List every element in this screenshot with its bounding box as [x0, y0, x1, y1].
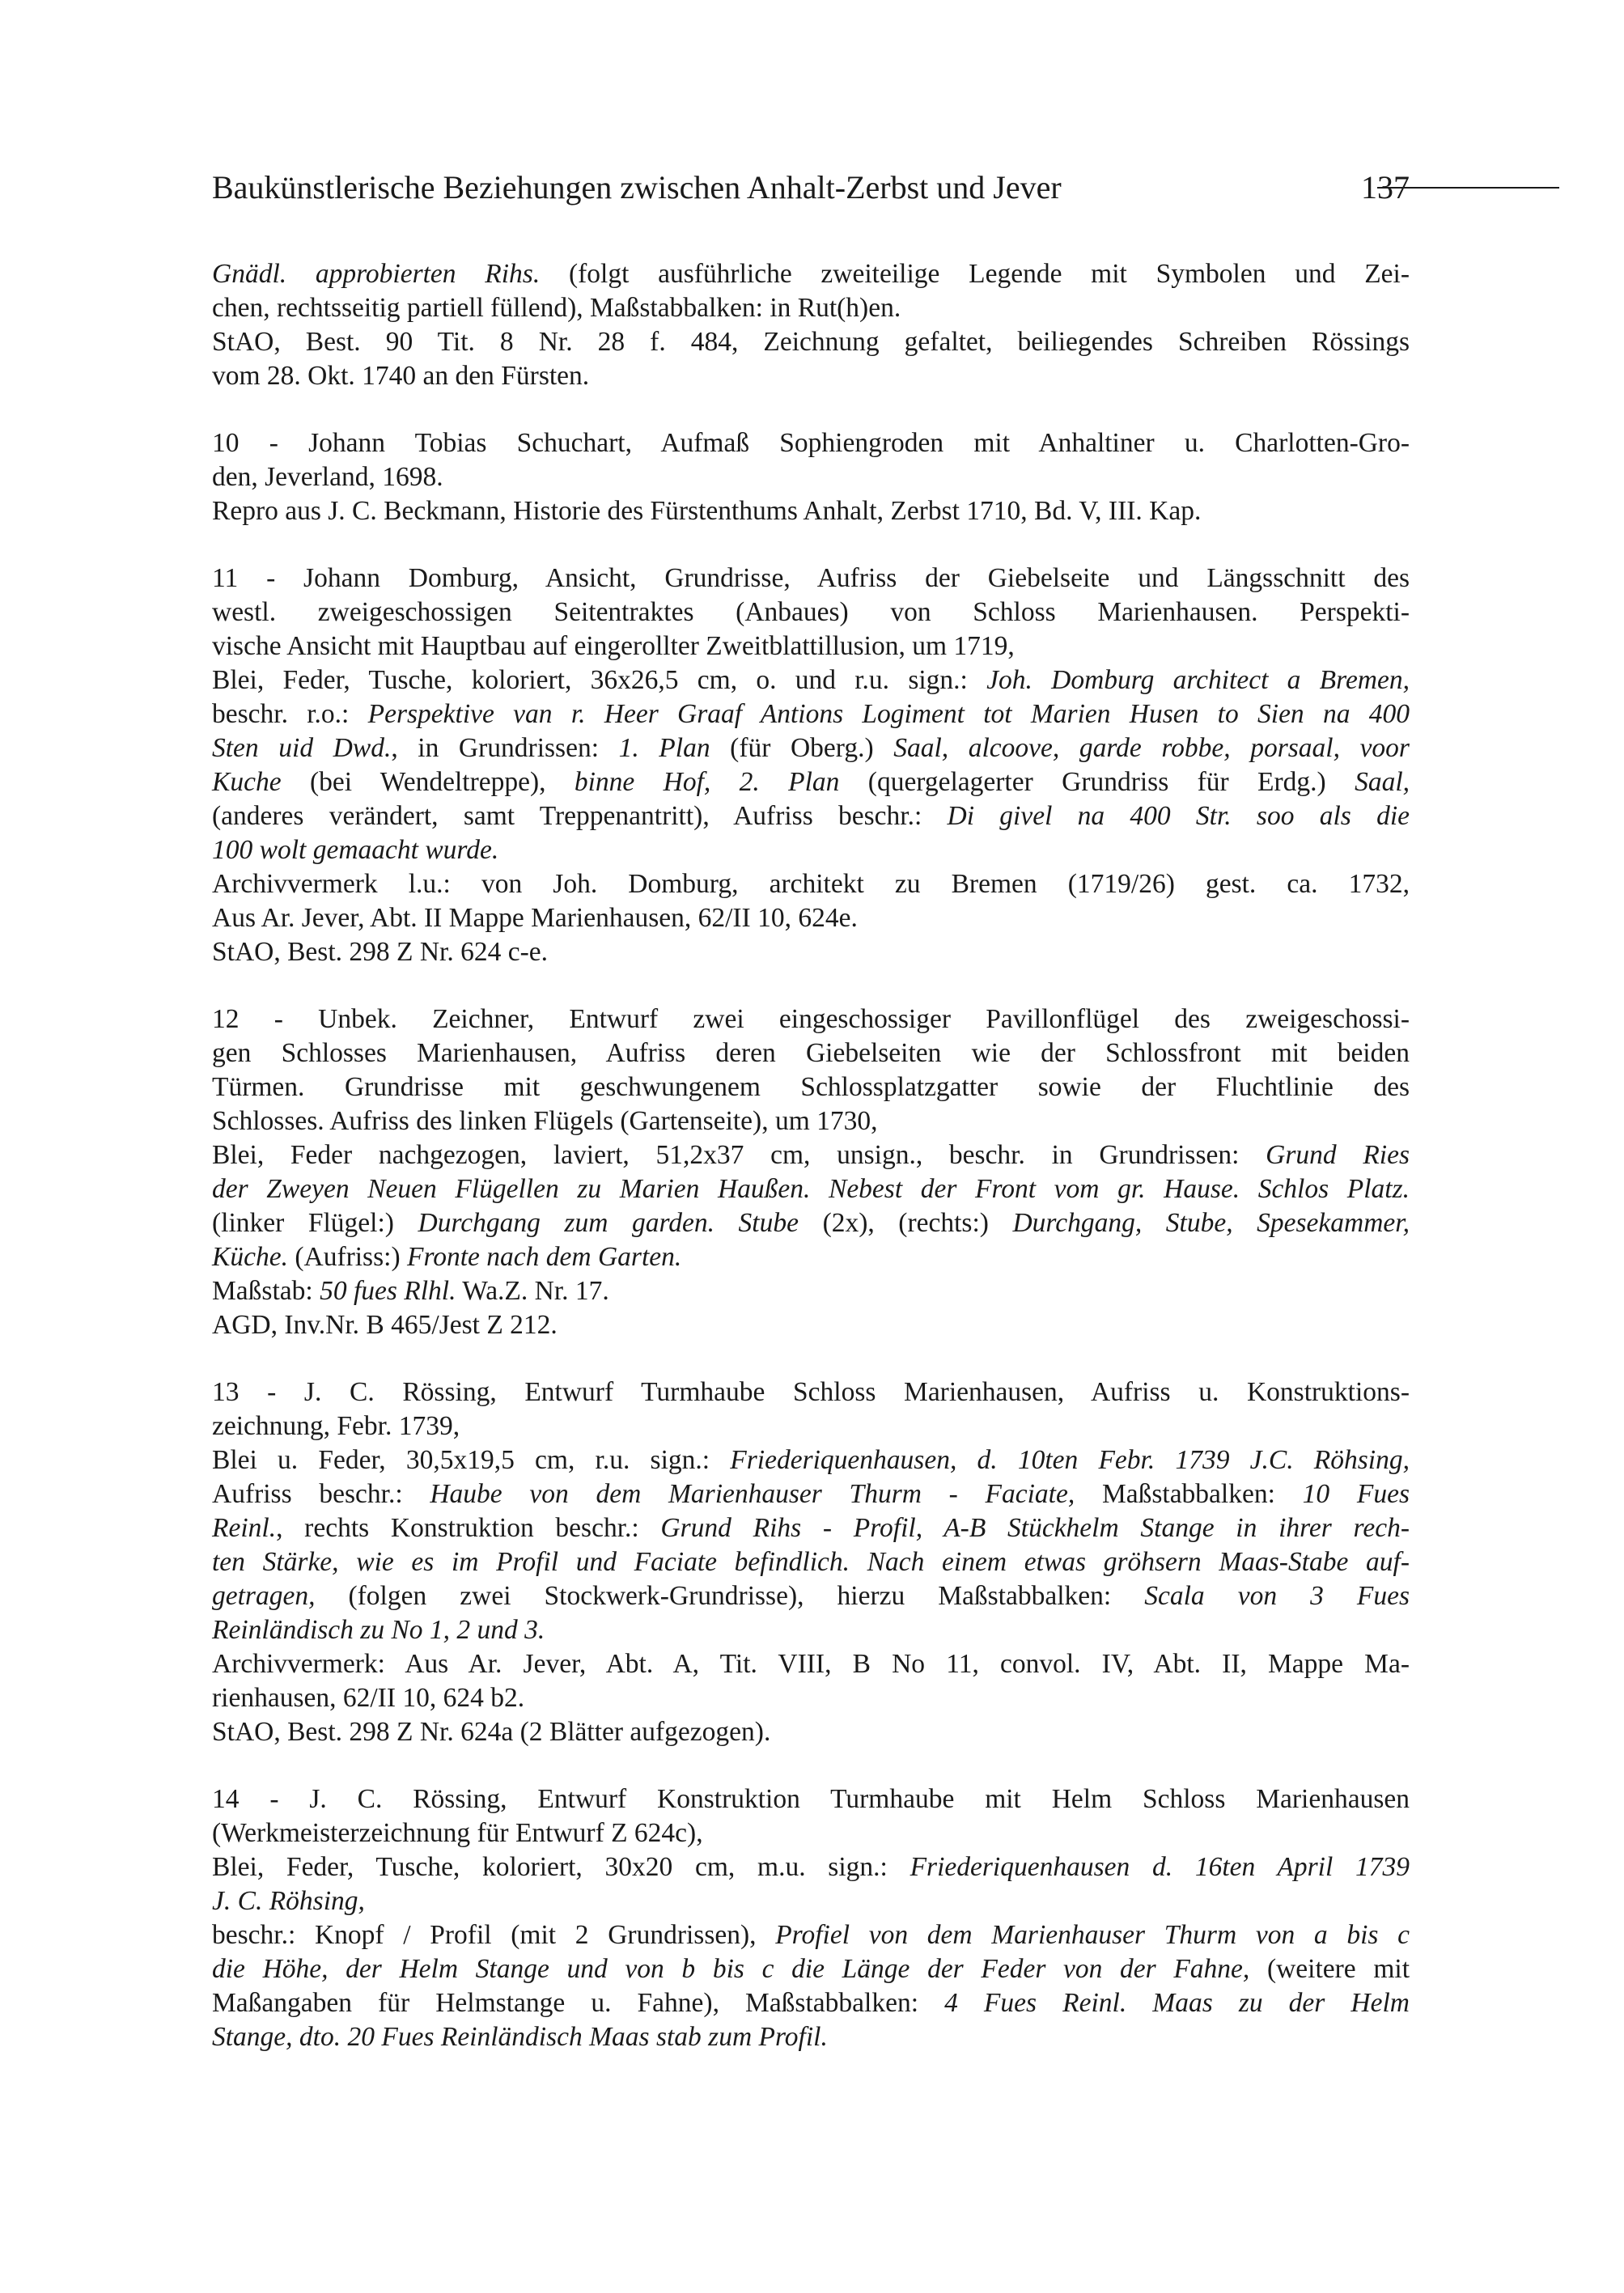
- text-run: 11 - Johann Domburg, Ansicht, Grundrisse, Aufriss der Giebelseite und Längsschnitt des: [212, 563, 1410, 593]
- text-line: [212, 629, 1410, 663]
- italic-quote: Durchgang zum garden. Stube: [418, 1208, 799, 1238]
- text-run: (linker Flügel:): [212, 1208, 418, 1238]
- text-run: (2x), (rechts:): [799, 1208, 1013, 1238]
- italic-quote: 50 fues Rlhl.: [320, 1276, 456, 1306]
- text-run: , rechts Konstruktion beschr.:: [276, 1513, 661, 1543]
- text-run: Maßstabbalken:: [1075, 1479, 1303, 1509]
- text-line: [212, 1375, 1410, 1409]
- text-line: [212, 1647, 1410, 1681]
- text-line: [212, 1070, 1410, 1104]
- text-run: Aufriss beschr.:: [212, 1479, 430, 1509]
- text-run: AGD, Inv.Nr. B 465/Jest Z 212.: [212, 1310, 558, 1340]
- text-line: [212, 1884, 1410, 1918]
- italic-quote: Profiel von dem Marienhauser Thurm von a bis c: [775, 1920, 1410, 1950]
- text-line: [212, 833, 1410, 867]
- text-line: [212, 1104, 1410, 1138]
- text-line: [212, 1681, 1410, 1715]
- catalog-entry: [212, 562, 1410, 969]
- text-run: gen Schlosses Marienhausen, Aufriss deren Giebelseiten wie der Schlossfront mit beiden: [212, 1038, 1410, 1068]
- text-line: [212, 1036, 1410, 1070]
- italic-quote: Perspektive van r. Heer Graaf Antions Logiment tot Marien Husen to Sien na 400: [367, 699, 1410, 729]
- text-run: Maßstab:: [212, 1276, 320, 1306]
- text-run: 14 - J. C. Rössing, Entwurf Konstruktion Turmhaube mit Helm Schloss Marienhausen: [212, 1784, 1410, 1814]
- italic-quote: Joh. Domburg architect a Bremen,: [986, 665, 1410, 695]
- text-run: (Aufriss:): [287, 1242, 407, 1272]
- text-run: (bei Wendeltreppe),: [281, 767, 575, 797]
- italic-quote: Reinländisch zu No 1, 2 und 3.: [212, 1615, 545, 1645]
- text-run: (folgt ausführliche zweiteilige Legende mit Symbolen und Zei-: [540, 259, 1410, 289]
- text-run: (folgen zwei Stockwerk-Grundrisse), hierzu Maßstabbalken:: [315, 1581, 1145, 1611]
- text-line: [212, 1240, 1410, 1274]
- text-line: [212, 901, 1410, 935]
- text-run: (anderes verändert, samt Treppenantritt), Aufriss beschr.:: [212, 801, 948, 831]
- text-run: beschr.: Knopf / Profil (mit 2 Grundrissen),: [212, 1920, 776, 1950]
- italic-quote: Grund Ries: [1266, 1140, 1410, 1170]
- text-line: [212, 1850, 1410, 1884]
- text-line: [212, 1579, 1410, 1613]
- catalog-entry: [212, 257, 1410, 393]
- text-line: [212, 1206, 1410, 1240]
- text-run: 12 - Unbek. Zeichner, Entwurf zwei eingeschossiger Pavillonflügel des zweigeschossi-: [212, 1004, 1410, 1034]
- text-line: [212, 325, 1410, 359]
- text-line: [212, 2020, 1410, 2054]
- text-line: [212, 731, 1410, 765]
- text-line: [212, 562, 1410, 596]
- text-line: [212, 935, 1410, 969]
- text-line: [212, 867, 1410, 901]
- italic-quote: Di givel na 400 Str. soo als die: [947, 801, 1410, 831]
- text-run: Repro aus J. C. Beckmann, Historie des Fürstenthums Anhalt, Zerbst 1710, Bd. V, III. Kap.: [212, 496, 1202, 526]
- text-run: Aus Ar. Jever, Abt. II Mappe Marienhausen, 62/II 10, 624e.: [212, 903, 858, 933]
- text-line: [212, 426, 1410, 460]
- text-run: 13 - J. C. Rössing, Entwurf Turmhaube Schloss Marienhausen, Aufriss u. Konstruktions-: [212, 1377, 1410, 1407]
- text-run: rienhausen, 62/II 10, 624 b2.: [212, 1683, 525, 1713]
- text-line: [212, 765, 1410, 799]
- text-run: westl. zweigeschossigen Seitentraktes (Anbaues) von Schloss Marienhausen. Perspekti-: [212, 597, 1410, 627]
- text-line: [212, 1002, 1410, 1036]
- text-line: [212, 799, 1410, 833]
- text-line: [212, 1443, 1410, 1477]
- text-run: Schlosses. Aufriss des linken Flügels (Gartenseite), um 1730,: [212, 1106, 878, 1136]
- text-line: [212, 460, 1410, 494]
- text-run: vische Ansicht mit Hauptbau auf eingerollter Zweitblattillusion, um 1719,: [212, 631, 1015, 661]
- italic-quote: Küche.: [212, 1242, 288, 1272]
- italic-quote: Reinl.: [212, 1513, 277, 1543]
- text-run: 10 - Johann Tobias Schuchart, Aufmaß Sophiengroden mit Anhaltiner u. Charlotten-Gro-: [212, 428, 1410, 458]
- catalog-entry: [212, 426, 1410, 528]
- text-line: [212, 1138, 1410, 1172]
- text-run: den, Jeverland, 1698.: [212, 462, 443, 492]
- text-run: Blei u. Feder, 30,5x19,5 cm, r.u. sign.:: [212, 1445, 731, 1475]
- text-run: Archivvermerk: Aus Ar. Jever, Abt. A, Tit. VIII, B No 11, convol. IV, Abt. II, Mappe Ma-: [212, 1649, 1410, 1679]
- text-run: StAO, Best. 90 Tit. 8 Nr. 28 f. 484, Zeichnung gefaltet, beiliegendes Schreiben Rössings: [212, 327, 1410, 357]
- text-line: [212, 1918, 1410, 1952]
- text-run: Blei, Feder, Tusche, koloriert, 30x20 cm, m.u. sign.:: [212, 1852, 910, 1882]
- text-run: Archivvermerk l.u.: von Joh. Domburg, architekt zu Bremen (1719/26) gest. ca. 1732,: [212, 869, 1410, 899]
- italic-quote: Grund Rihs - Profil, A-B Stückhelm Stange in ihrer rech-: [660, 1513, 1410, 1543]
- italic-quote: 1. Plan: [618, 733, 710, 763]
- text-line: [212, 1715, 1410, 1749]
- italic-quote: getragen,: [212, 1581, 316, 1611]
- text-run: Türmen. Grundrisse mit geschwungenem Schlossplatzgatter sowie der Fluchtlinie des: [212, 1072, 1410, 1102]
- italic-quote: Friederiquenhausen, d. 10ten Febr. 1739 J.C. Röhsing,: [730, 1445, 1410, 1475]
- catalog-entry: [212, 1375, 1410, 1749]
- text-run: Wa.Z. Nr. 17.: [456, 1276, 609, 1306]
- text-line: [212, 596, 1410, 629]
- text-run: chen, rechtsseitig partiell füllend), Maßstabbalken: in Rut(h)en.: [212, 293, 901, 323]
- text-line: [212, 1952, 1410, 1986]
- text-line: [212, 1409, 1410, 1443]
- text-line: [212, 1545, 1410, 1579]
- catalog-entries: [212, 257, 1410, 2087]
- italic-quote: Gnädl. approbierten Rihs.: [212, 259, 541, 289]
- italic-quote: J. C. Röhsing,: [212, 1886, 365, 1916]
- text-line: [212, 291, 1410, 325]
- italic-quote: Fronte nach dem Garten.: [406, 1242, 682, 1272]
- text-run: (für Oberg.): [710, 733, 894, 763]
- text-line: [212, 1816, 1410, 1850]
- italic-quote: Saal,: [1355, 767, 1410, 797]
- text-run: Blei, Feder, Tusche, koloriert, 36x26,5 cm, o. und r.u. sign.:: [212, 665, 987, 695]
- italic-quote: der Zweyen Neuen Flügellen zu Marien Haußen. Nebest der Front vom gr. Hause. Schlos Platz.: [212, 1174, 1410, 1204]
- text-line: [212, 494, 1410, 528]
- running-header-title: Baukünstlerische Beziehungen zwischen Anhalt-Zerbst und Jever: [212, 169, 1062, 206]
- catalog-entry: [212, 1782, 1410, 2054]
- text-run: , in Grundrissen:: [391, 733, 619, 763]
- italic-quote: Scala von 3 Fues: [1144, 1581, 1410, 1611]
- italic-quote: Haube von dem Marienhauser Thurm - Faciate,: [430, 1479, 1075, 1509]
- text-run: Blei, Feder nachgezogen, laviert, 51,2x37 cm, unsign., beschr. in Grundrissen:: [212, 1140, 1266, 1170]
- text-run: (weitere mit: [1249, 1954, 1410, 1984]
- italic-quote: ten Stärke, wie es im Profil und Faciate befindlich. Nach einem etwas gröhsern Maas-Stabe auf-: [212, 1547, 1410, 1577]
- italic-quote: Durchgang, Stube, Spesekammer,: [1012, 1208, 1410, 1238]
- text-line: [212, 1986, 1410, 2020]
- text-run: zeichnung, Febr. 1739,: [212, 1411, 460, 1441]
- running-header: [212, 162, 1410, 210]
- text-line: [212, 1782, 1410, 1816]
- italic-quote: binne Hof, 2. Plan: [574, 767, 840, 797]
- text-run: StAO, Best. 298 Z Nr. 624a (2 Blätter aufgezogen).: [212, 1717, 771, 1747]
- catalog-entry: [212, 1002, 1410, 1342]
- italic-quote: Kuche: [212, 767, 282, 797]
- italic-quote: Sten uid Dwd.: [212, 733, 392, 763]
- text-line: [212, 359, 1410, 393]
- text-line: [212, 1308, 1410, 1342]
- italic-quote: Stange, dto. 20 Fues Reinländisch Maas stab zum Profil.: [212, 2022, 828, 2052]
- italic-quote: Friederiquenhausen d. 16ten April 1739: [910, 1852, 1410, 1882]
- page-number: 137: [1361, 169, 1410, 206]
- text-line: [212, 1477, 1410, 1511]
- text-run: Maßangaben für Helmstange u. Fahne), Maßstabbalken:: [212, 1988, 945, 2018]
- text-run: vom 28. Okt. 1740 an den Fürsten.: [212, 361, 590, 391]
- text-run: (Werkmeisterzeichnung für Entwurf Z 624c),: [212, 1818, 703, 1848]
- text-line: [212, 257, 1410, 291]
- text-line: [212, 1511, 1410, 1545]
- italic-quote: 100 wolt gemaacht wurde.: [212, 835, 499, 865]
- text-line: [212, 697, 1410, 731]
- text-line: [212, 1613, 1410, 1647]
- italic-quote: Saal, alcoove, garde robbe, porsaal, voor: [893, 733, 1410, 763]
- italic-quote: 4 Fues Reinl. Maas zu der Helm: [944, 1988, 1410, 2018]
- italic-quote: die Höhe, der Helm Stange und von b bis c die Länge der Feder von der Fahne,: [212, 1954, 1250, 1984]
- text-run: (quergelagerter Grundriss für Erdg.): [839, 767, 1355, 797]
- italic-quote: 10 Fues: [1302, 1479, 1410, 1509]
- text-line: [212, 663, 1410, 697]
- text-line: [212, 1172, 1410, 1206]
- text-run: beschr. r.o.:: [212, 699, 368, 729]
- text-run: StAO, Best. 298 Z Nr. 624 c-e.: [212, 937, 548, 967]
- text-line: [212, 1274, 1410, 1308]
